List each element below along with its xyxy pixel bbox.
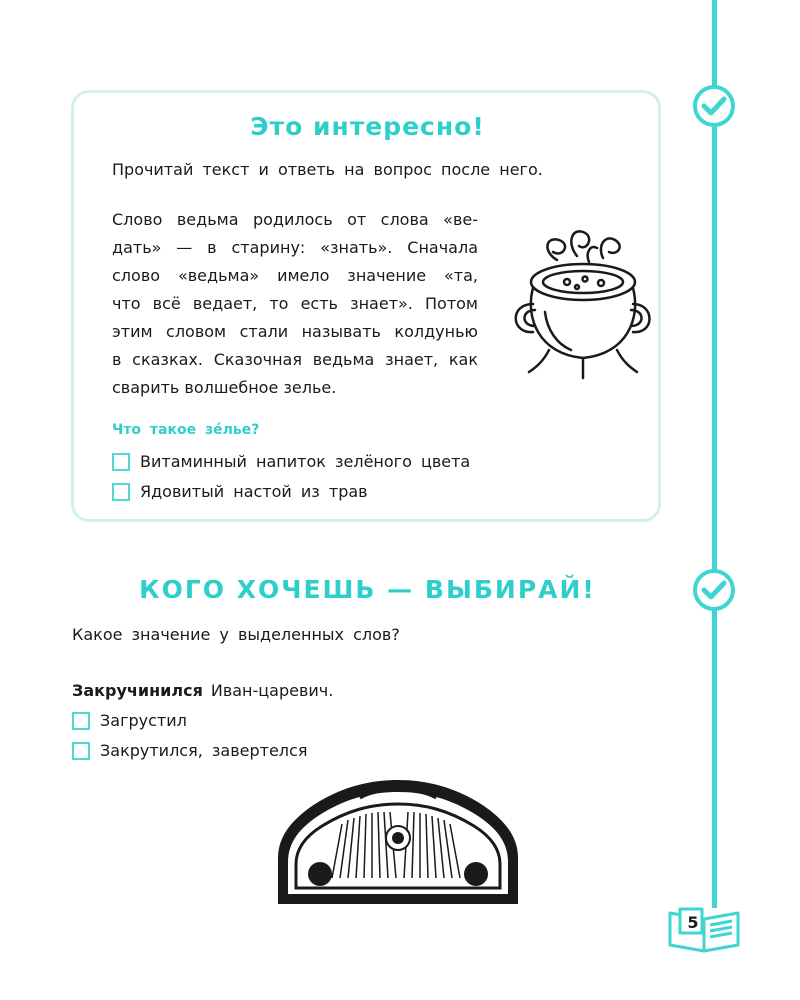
phrase-rest: Иван-царевич. [210, 681, 334, 700]
section-title: КОГО ХОЧЕШЬ — ВЫБИРАЙ! [139, 575, 596, 604]
page-number: 5 [687, 913, 699, 932]
checkbox[interactable] [112, 483, 130, 501]
option-label: Загрустил [100, 711, 187, 730]
gusli-illustration [272, 776, 524, 908]
answer-option[interactable] [112, 452, 470, 471]
paragraph-line: этим словом стали называть колдунью [112, 322, 478, 341]
card-title: Это интересно! [250, 112, 485, 141]
answer-option[interactable] [72, 711, 187, 730]
checkbox[interactable] [72, 742, 90, 760]
cauldron-illustration [505, 222, 657, 384]
paragraph-line: слово «ведьма» имело значение «та, [112, 266, 478, 285]
section-instruction: Какое значение у выделенных слов? [72, 625, 400, 644]
page-number-book-icon [666, 905, 742, 955]
question: Что такое зе́лье? [112, 422, 260, 438]
option-label: Ядовитый настой из трав [140, 482, 368, 501]
highlighted-word: Закручинился [72, 681, 203, 700]
option-label: Закрутился, завертелся [100, 741, 308, 760]
paragraph-line: в сказках. Сказочная ведьма знает, как [112, 350, 478, 369]
paragraph-line: сварить волшебное зелье. [112, 378, 337, 397]
phrase [72, 681, 333, 700]
story-paragraph [112, 206, 478, 402]
answer-option[interactable] [112, 482, 368, 501]
option-label: Витаминный напиток зелёного цвета [140, 452, 471, 471]
checkbox[interactable] [72, 712, 90, 730]
card-instruction: Прочитай текст и ответь на вопрос после него. [112, 160, 543, 179]
checkbox[interactable] [112, 453, 130, 471]
answer-option[interactable] [72, 741, 307, 760]
paragraph-line: дать» — в старину: «знать». Сначала [112, 238, 478, 257]
paragraph-line: Слово ведьма родилось от слова «ве- [112, 210, 478, 229]
paragraph-line: что всё ведает, то есть знает». Потом [112, 294, 478, 313]
